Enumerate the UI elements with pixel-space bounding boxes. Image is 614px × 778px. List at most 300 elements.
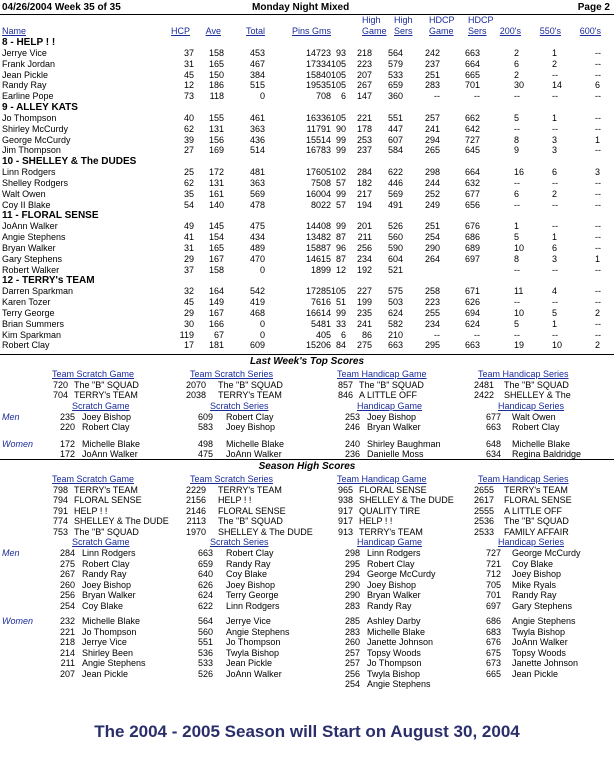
team-row-cell: 86: [361, 329, 372, 340]
score-value: 290: [344, 579, 360, 590]
team-row-cell: 6: [340, 329, 346, 340]
team-row-cell: 257: [424, 113, 440, 123]
team-row-cell: Brian Summers: [2, 318, 65, 329]
score-value: 2655: [473, 484, 494, 495]
team-row-cell: 436: [249, 134, 265, 145]
score-team: FLORAL SENSE: [74, 495, 142, 505]
score-value: 498: [197, 438, 213, 449]
team-row-cell: 237: [424, 58, 440, 69]
score-name: Jean Pickle: [226, 658, 273, 668]
team-row-cell: 87: [335, 253, 346, 264]
team-row-cell: 150: [208, 69, 224, 80]
team-row-cell: 6: [552, 243, 558, 253]
team-score-heading: Team Scratch Series: [190, 369, 274, 379]
team-row-cell: Walt Owen: [2, 188, 46, 199]
team-row-cell: 105: [330, 286, 346, 297]
team-row-cell: 360: [387, 91, 403, 102]
score-name: Walt Owen: [512, 411, 556, 422]
team-row-cell: 165: [208, 58, 224, 69]
score-value: 551: [197, 637, 213, 647]
team-row-cell: 156: [208, 134, 224, 145]
score-value: 2481: [473, 379, 494, 390]
team-row-cell: --: [514, 199, 520, 210]
team-row-cell: 199: [356, 297, 372, 308]
score-team: SHELLEY & The: [504, 390, 571, 400]
team-row-cell: --: [552, 297, 558, 308]
score-name: Robert Clay: [512, 422, 560, 432]
score-value: 257: [344, 647, 360, 658]
score-value: 648: [485, 438, 501, 449]
team-row-cell: 708: [315, 91, 331, 102]
team-row-cell: 298: [424, 167, 440, 178]
score-name: Terry George: [226, 590, 279, 600]
team-row-cell: 514: [249, 145, 265, 156]
team-row-cell: 73: [183, 91, 194, 102]
team-row-cell: 10: [552, 340, 563, 351]
team-row-cell: 221: [356, 113, 372, 123]
team-row-cell: 158: [208, 264, 224, 275]
col-hdcp-game-bottom: Game: [429, 26, 454, 36]
team-row-cell: --: [595, 243, 601, 253]
score-name: Randy Ray: [512, 590, 557, 600]
score-value: 2113: [186, 516, 206, 526]
team-row-cell: Jean Pickle: [2, 69, 49, 80]
team-row-cell: 468: [249, 308, 265, 318]
team-row-cell: 626: [464, 297, 480, 308]
team-row-cell: --: [514, 297, 520, 308]
team-row-cell: 57: [335, 178, 346, 188]
team-row-cell: 265: [424, 145, 440, 156]
team-row-cell: 67: [213, 329, 224, 340]
team-row-cell: 526: [387, 221, 403, 232]
team-row-cell: 254: [424, 232, 440, 243]
team-row-cell: 172: [208, 167, 224, 178]
team-row-cell: 446: [387, 178, 403, 188]
score-value: 663: [197, 548, 213, 558]
score-name: Twyla Bishop: [512, 626, 566, 637]
team-heading: 10 - SHELLEY & The DUDES: [2, 156, 137, 168]
team-row-cell: 2: [514, 48, 520, 58]
team-row-cell: --: [552, 221, 558, 232]
team-row-cell: 119: [179, 329, 194, 340]
team-row-cell: 223: [424, 297, 440, 308]
score-name: Robert Clay: [367, 558, 415, 569]
team-row-cell: 264: [424, 253, 440, 264]
score-value: 257: [344, 658, 360, 668]
score-name: Bryan Walker: [367, 590, 421, 600]
score-team: HELP ! !: [218, 495, 252, 505]
team-row-cell: 447: [387, 123, 403, 134]
team-row-cell: Jim Thompson: [2, 145, 61, 156]
page-number: Page 2: [577, 2, 610, 13]
team-row-cell: 16004: [305, 188, 331, 199]
team-row-cell: 41: [183, 232, 194, 243]
men-label: Men: [2, 548, 20, 558]
team-row-cell: --: [552, 329, 558, 340]
team-row-cell: 8022: [310, 199, 331, 210]
team-row-cell: 182: [356, 178, 372, 188]
score-value: 214: [59, 647, 75, 658]
team-row-cell: 622: [387, 167, 403, 178]
team-row-cell: 677: [464, 188, 480, 199]
team-row-cell: 45: [183, 69, 194, 80]
team-row-cell: --: [514, 123, 520, 134]
team-row-cell: JoAnn Walker: [2, 221, 58, 232]
score-name: Angie Stephens: [226, 626, 290, 637]
team-row-cell: 5: [552, 308, 558, 318]
team-row-cell: 656: [464, 199, 480, 210]
team-row-cell: 3: [552, 134, 558, 145]
score-value: 2555: [473, 505, 494, 516]
score-name: Janette Johnson: [512, 658, 579, 668]
team-row-cell: Coy II Blake: [2, 199, 51, 210]
score-value: 712: [485, 569, 501, 579]
team-row-cell: --: [595, 178, 601, 188]
score-team: A LITTLE OFF: [504, 505, 563, 516]
score-team: TERRY's TEAM: [359, 526, 423, 537]
women-label: Women: [2, 616, 34, 626]
divider: [0, 459, 614, 460]
team-row-cell: 564: [387, 48, 403, 58]
score-name: Linn Rodgers: [367, 548, 421, 558]
team-row-cell: 27: [183, 145, 194, 156]
team-row-cell: Bryan Walker: [2, 243, 56, 253]
team-row-cell: 57: [335, 199, 346, 210]
team-row-cell: --: [595, 232, 601, 243]
team-row-cell: --: [552, 199, 558, 210]
score-value: 294: [344, 569, 360, 579]
team-row-cell: 267: [356, 80, 372, 91]
team-row-cell: 1899: [310, 264, 331, 275]
team-score-heading: Team Scratch Game: [52, 474, 135, 484]
score-value: 253: [344, 411, 360, 422]
individual-score-heading: Scratch Series: [210, 537, 269, 547]
score-name: Michelle Blake: [512, 438, 571, 449]
score-team: A LITTLE OFF: [359, 390, 418, 400]
team-row-cell: 14408: [305, 221, 331, 232]
score-value: 260: [344, 637, 360, 647]
score-value: 659: [197, 558, 213, 569]
team-row-cell: 253: [356, 134, 372, 145]
team-row-cell: 2: [552, 58, 558, 69]
team-row-cell: Linn Rodgers: [2, 167, 56, 178]
team-row-cell: --: [595, 91, 601, 102]
team-row-cell: Jo Thompson: [2, 113, 57, 123]
score-value: 721: [485, 558, 501, 569]
score-value: 791: [52, 505, 68, 516]
score-value: 256: [59, 590, 75, 600]
score-name: Angie Stephens: [367, 679, 431, 689]
team-row-cell: 249: [424, 199, 440, 210]
score-value: 2146: [185, 505, 206, 516]
col-high-game-top: High: [362, 15, 381, 25]
team-row-cell: 102: [330, 167, 346, 178]
team-row-cell: 607: [387, 134, 403, 145]
team-row-cell: 453: [249, 48, 265, 58]
team-row-cell: 207: [356, 69, 372, 80]
team-row-cell: 575: [387, 286, 403, 297]
col-hdcp-sers-bottom: Sers: [468, 26, 487, 36]
team-row-cell: 105: [330, 58, 346, 69]
team-row-cell: Robert Walker: [2, 264, 60, 275]
score-name: Jean Pickle: [82, 668, 129, 679]
score-team: FLORAL SENSE: [218, 505, 286, 516]
individual-score-heading: Handicap Series: [498, 400, 565, 411]
team-row-cell: 470: [249, 253, 265, 264]
team-row-cell: 14: [552, 80, 563, 91]
team-heading: 9 - ALLEY KATS: [2, 102, 78, 113]
score-name: George McCurdy: [512, 548, 581, 558]
team-row-cell: 481: [249, 167, 265, 178]
team-row-cell: Kim Sparkman: [2, 329, 62, 340]
team-row-cell: 0: [259, 264, 265, 275]
team-row-cell: --: [595, 318, 601, 329]
team-row-cell: 10: [514, 243, 525, 253]
team-row-cell: 590: [387, 243, 403, 253]
score-value: 285: [344, 616, 360, 626]
team-row-cell: --: [552, 123, 558, 134]
team-row-cell: 251: [424, 221, 440, 232]
team-row-cell: 25: [183, 167, 194, 178]
team-row-cell: 201: [356, 221, 372, 232]
team-row-cell: --: [595, 58, 601, 69]
team-row-cell: 244: [424, 178, 440, 188]
team-row-cell: 16614: [305, 308, 331, 318]
team-row-cell: 234: [424, 318, 440, 329]
team-row-cell: 15514: [305, 134, 331, 145]
team-score-heading: Team Handicap Game: [337, 474, 427, 484]
score-value: 283: [344, 600, 360, 611]
team-row-cell: 1: [552, 113, 558, 123]
team-row-cell: 258: [424, 286, 440, 297]
col-ave: Ave: [205, 26, 221, 36]
score-value: 917: [337, 516, 353, 526]
team-row-cell: 99: [335, 188, 346, 199]
score-value: 526: [197, 668, 213, 679]
team-row-cell: 5: [514, 232, 520, 243]
score-team: The "B" SQUAD: [74, 379, 139, 390]
score-value: 536: [197, 647, 213, 658]
team-row-cell: 609: [249, 340, 265, 351]
team-row-cell: 624: [387, 308, 403, 318]
team-row-cell: --: [474, 91, 480, 102]
team-row-cell: 15887: [305, 243, 331, 253]
score-name: Twyla Bishop: [367, 668, 421, 679]
score-value: 256: [344, 668, 360, 679]
team-row-cell: 105: [330, 113, 346, 123]
team-row-cell: 0: [259, 91, 265, 102]
individual-score-heading: Handicap Game: [357, 400, 423, 411]
team-row-cell: --: [434, 91, 440, 102]
team-row-cell: 12: [335, 264, 346, 275]
team-row-cell: 17605: [305, 167, 331, 178]
score-value: 727: [485, 548, 501, 558]
team-row-cell: 294: [424, 134, 440, 145]
team-row-cell: 54: [183, 199, 194, 210]
score-value: 240: [344, 438, 360, 449]
team-row-cell: Jerrye Vice: [2, 48, 47, 58]
score-name: Joey Bishop: [82, 579, 132, 590]
col-600s: 600's: [579, 26, 601, 36]
team-row-cell: 154: [208, 232, 224, 243]
team-row-cell: --: [595, 188, 601, 199]
score-value: 283: [344, 626, 360, 637]
score-name: Jean Pickle: [512, 668, 559, 679]
team-row-cell: 363: [249, 123, 265, 134]
team-row-cell: 624: [464, 318, 480, 329]
team-row-cell: 96: [335, 243, 346, 253]
score-team: The "B" SQUAD: [359, 379, 424, 390]
score-value: 2533: [473, 526, 494, 537]
score-value: 295: [344, 558, 360, 569]
team-row-cell: 3: [595, 167, 601, 178]
team-row-cell: 235: [356, 308, 372, 318]
team-row-cell: Darren Sparkman: [2, 286, 74, 297]
team-row-cell: 434: [249, 232, 265, 243]
score-name: Coy Blake: [226, 569, 268, 579]
team-row-cell: 194: [356, 199, 372, 210]
score-team: FAMILY AFFAIR: [504, 526, 569, 537]
team-row-cell: 645: [464, 145, 480, 156]
team-row-cell: 6: [514, 188, 520, 199]
score-name: Robert Clay: [82, 422, 130, 432]
team-row-cell: 2: [595, 308, 601, 318]
team-row-cell: 569: [387, 188, 403, 199]
team-row-cell: 33: [335, 318, 346, 329]
team-row-cell: 467: [249, 58, 265, 69]
team-row-cell: Terry George: [2, 308, 55, 318]
score-value: 774: [52, 516, 68, 526]
team-row-cell: 582: [387, 318, 403, 329]
score-name: Mike Ryals: [512, 579, 557, 590]
score-team: TERRY's TEAM: [504, 484, 568, 495]
team-row-cell: 87: [335, 232, 346, 243]
team-row-cell: 165: [208, 243, 224, 253]
team-row-cell: 105: [330, 69, 346, 80]
score-value: 232: [59, 616, 75, 626]
team-row-cell: 6: [514, 58, 520, 69]
score-name: Randy Ray: [82, 569, 127, 579]
team-row-cell: 284: [356, 167, 372, 178]
score-value: 475: [197, 449, 213, 459]
team-row-cell: 694: [464, 308, 480, 318]
score-value: 675: [485, 647, 501, 658]
team-row-cell: 6: [552, 167, 558, 178]
team-row-cell: 40: [183, 113, 194, 123]
score-value: 533: [197, 658, 213, 668]
team-row-cell: 7616: [310, 297, 331, 308]
team-row-cell: 17334: [305, 58, 331, 69]
score-value: 677: [485, 411, 501, 422]
score-team: TERRY's TEAM: [74, 390, 138, 400]
score-value: 798: [52, 484, 68, 495]
team-row-cell: 16783: [305, 145, 331, 156]
score-name: Coy Blake: [82, 600, 124, 611]
team-row-cell: 16336: [305, 113, 331, 123]
score-value: 2156: [185, 495, 206, 505]
team-row-cell: 405: [315, 329, 331, 340]
team-row-cell: 1: [552, 48, 558, 58]
team-row-cell: --: [595, 329, 601, 340]
score-value: 2038: [185, 390, 206, 400]
team-row-cell: --: [474, 329, 480, 340]
team-row-cell: 30: [183, 318, 194, 329]
score-name: Jo Thompson: [367, 658, 422, 668]
team-row-cell: 13482: [305, 232, 331, 243]
team-row-cell: 169: [208, 145, 224, 156]
score-name: JoAnn Walker: [512, 637, 568, 647]
team-row-cell: 35: [183, 188, 194, 199]
team-row-cell: 275: [356, 340, 372, 351]
team-row-cell: 9: [514, 145, 520, 156]
team-row-cell: 45: [183, 297, 194, 308]
team-row-cell: 210: [387, 329, 403, 340]
team-row-cell: Angie Stephens: [2, 232, 66, 243]
individual-score-heading: Scratch Game: [72, 537, 130, 547]
score-team: TERRY's TEAM: [218, 390, 282, 400]
score-name: Regina Baldridge: [512, 449, 582, 459]
score-name: Randy Ray: [226, 558, 271, 569]
score-value: 753: [52, 526, 68, 537]
team-row-cell: 461: [249, 113, 265, 123]
team-row-cell: --: [552, 91, 558, 102]
team-row-cell: 2: [552, 188, 558, 199]
team-row-cell: 178: [356, 123, 372, 134]
divider: [0, 14, 614, 15]
team-row-cell: 689: [464, 243, 480, 253]
score-name: Michelle Blake: [226, 438, 285, 449]
score-value: 2070: [185, 379, 206, 390]
team-row-cell: 241: [356, 318, 372, 329]
team-row-cell: --: [434, 329, 440, 340]
team-row-cell: 161: [208, 188, 224, 199]
score-value: 609: [197, 411, 213, 422]
score-team: The "B" SQUAD: [504, 516, 569, 526]
score-name: Michelle Blake: [82, 616, 141, 626]
team-row-cell: 542: [249, 286, 265, 297]
team-row-cell: 118: [209, 91, 224, 102]
team-row-cell: 17: [183, 340, 194, 351]
team-row-cell: 12: [183, 80, 194, 91]
team-row-cell: 384: [249, 69, 265, 80]
score-name: Angie Stephens: [82, 658, 146, 668]
score-name: Bryan Walker: [367, 422, 421, 432]
score-value: 564: [197, 616, 213, 626]
team-row-cell: 642: [464, 123, 480, 134]
team-row-cell: 3: [552, 253, 558, 264]
team-row-cell: 145: [208, 221, 224, 232]
col-550s: 550's: [539, 26, 561, 36]
team-row-cell: Earline Pope: [2, 91, 54, 102]
score-team: The "B" SQUAD: [218, 379, 283, 390]
score-name: Danielle Moss: [367, 449, 424, 459]
team-row-cell: 4: [552, 286, 558, 297]
team-row-cell: --: [595, 48, 601, 58]
score-team: SHELLEY & The DUDE: [359, 495, 454, 505]
score-value: 172: [59, 438, 75, 449]
women-label: Women: [2, 438, 34, 449]
team-row-cell: 727: [464, 134, 480, 145]
score-value: 686: [485, 616, 501, 626]
team-row-cell: 14615: [305, 253, 331, 264]
team-row-cell: 11791: [306, 123, 331, 134]
score-value: 1970: [185, 526, 206, 537]
score-value: 794: [52, 495, 68, 505]
team-row-cell: 515: [249, 80, 265, 91]
score-team: SHELLEY & The DUDE: [218, 526, 313, 537]
individual-score-heading: Handicap Game: [357, 537, 423, 547]
team-row-cell: Karen Tozer: [2, 297, 51, 308]
